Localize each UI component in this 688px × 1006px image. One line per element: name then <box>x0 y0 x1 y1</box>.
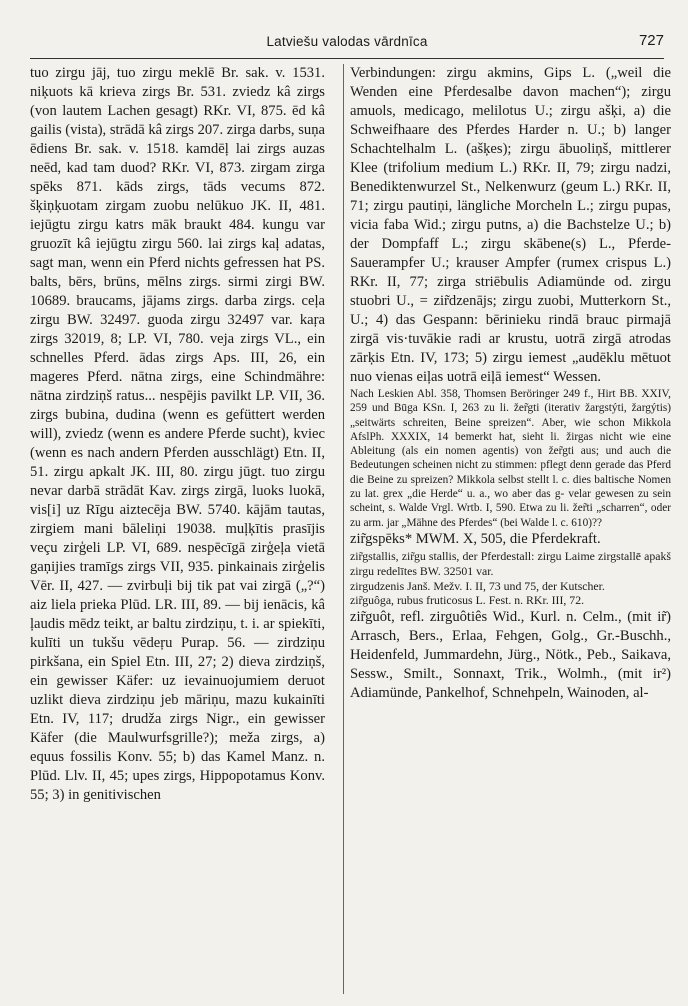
entry-zirgudzenis: zirgudzenis Janš. Mežv. I. II, 73 und 75, der Kutscher. <box>350 578 605 593</box>
entry-zirgs-continued: Verbindungen: zirgu akmins, Gips L. („weil die Wenden eine Pferdesalbe davon machen“); zirgu amuols, medicago, melilotus U.; zirgu ašķi, a) die Schweifhaare des Pferdes Harder n. U.; b) langer Schachtelhalm L. (ašķes); zirgu ābuoliņš, mittlerer Klee (trifolium medium L.) RKr. II, 79; zirgu nadzi, Benediktenwurzel St., Nelkenwurz (geum L.) RKr. II, 71; zirgu pautiņi, längliche Morcheln L.; zirgu pupas, vicia faba Wid.; zirgu putns, a) die Bachstelze U.; b) der Dompfaff L.; zirgu skābene(s) L., Pferde-Sauerampfer U.; krauser Ampfer (rumex crispus L.) RKr. II, 77; zirga striēbulis Adiamünde od. zirgu stuobri U., = zir̃dzenājs; zirgu zuobi, Mutterkorn St., U.; 4) das Gespann: bērinieku rindā brauc pirmajā zirgā vis·tuvākie radi ar krustu, uotrā zirgā atrodas zārķis Etn. IV, 173; 5) zirgu iemest „audēklu mētuot nuo vienas eiļas uotrā eiļā iemest“ Wessen. <box>350 65 671 385</box>
right-column <box>343 64 671 994</box>
etymology-note: Nach Leskien Abl. 358, Thomsen Beröringer 249 f., Hirt BB. XXIV, 259 und Būga KSn. I, 263 zu li. žer̃gti (iterativ žargstýti, žargýtis) „seitwärts schreiten, Beine spreizen“. Aber, wie schon Mikkola AfslPh. XXXIX, 14 bemerkt hat, sieht li. žirgas nicht wie eine Ableitung (als ein nomen agentis) von žer̃gti aus; und auch die Bedeutungen scheinen nicht zu stimmen: pflegt denn gerade das Pferd die Beine zu spreizen? Mikkola selbst stellt l. c. dies baltische Nomen zu lat. grex „die Herde“ u. a., wo aber das g- velar gewesen zu sein scheint, s. Walde Vrgl. Wrtb. I, 590. Etwa zu li. žer̃ti „scharren“, oder zu arm. jar „Mähne des Pferdes“ (bei Walde l. c. 610)?? <box>350 388 671 529</box>
left-column-text: tuo zirgu jāj, tuo zirgu meklē Br. sak. v. 1531. niķuots kā krieva zirgs Br. 531. zviedz kâ zirgs (von lautem Lachen gesagt) RKr. VI, 875. ēd kâ gailis (vista), strādā kâ zirgs 207. zirga darbs, suņa ēdiens Br. sak. v. 1518. kamdēļ lai zirgs auzas neēd, kad tam duod? RKr. VI, 873. zirgam zirga spēks 871. kāds zirgs, tāds vecums 872. šķiņķuotam zirgam zuobu nelūkuo JK. II, 481. iejūgtu zirgu katrs māk braukt 484. kungu var gruozīt kâ iejūgtu zirgu 560. lai zirgs kaļ adatas, sagt man, wenn ein Pferd nichts gefressen hat PS. balts, bērs, brūns, mēlns zirgs. sirmi zirgi BW. 10689. braucams, jājams zirgs. darba zirgs. ceļa zirgu BW. 32497. guoda zirgu 32497 var. kaŗa zirgs 32019, 8; LP. VI, 780. veja zirgs VL., ein schnelles Pferd. ādas zirgs Aps. III, 26, ein mageres Pferd. nātna zirgs, eine Schindmähre: nātna zirdziņš ratus... nespējis pavilkt LP. VII, 36. zirgs bubina, dudina (wenn es gefüttert werden will), zviedz (wenn es andere Pferde sucht), kviec (wenn es nach andern Pferden ausschlägt) Etn. II, 51. zirgu apkalt JK. III, 80. zirgu jūgt. tuo zirgu nevar darbā strādāt Kav. zirgs zirgā, luoks luokā, vis[i] uz Rīgu aiztecēja BW. 5740. kājām tautas, zirgiem mani bāleliņi 19038. muļķītis prasījis veçu zirģeli LP. VI, 689. nespēcīgā zirģeļa vietā gaņijies tramīgs zirgs VII, 935. pinkainais zirģelis Vēr. II, 427. — zvirbuļi bij tik pat vai zirgā („?“) aiz liela prieka Plūd. LR. III, 89. — bij ienācis, kâ ļaudis mēdz teikt, ar baltu zirdziņu, t. i. ar spiekīti, kulīti un tukšu vēdeŗu Purap. 56. — zirdziņu pirkšana, ein Spiel Etn. III, 27; 2) dieva zirdziņš, ein gewisser Käfer: uz ievainuojumiem deruot uzlikt dieva zirdziņu jeb māriņu, mazu kukainīti Etn. IV, 117; drudža zirgs Nigr., ein gewisser Käfer (die Maulwurfsgrille?); meža zirgs, a) equus fossilis Konv. 55; b) das Kamel Manz. n. Plūd. Llv. II, 45; upes zirgs, Hippopotamus Konv. 55; 3) in genitivischen <box>30 65 325 803</box>
entry-zirguoga: zir̃guôga, rubus fruticosus L. Fest. n. RKr. III, 72. <box>350 593 585 608</box>
page-number: 727 <box>638 32 664 49</box>
entry-zirguot: zir̃guôt, refl. zirguôtiês Wid., Kurl. n. Celm., (mit ir̃) Arrasch, Bers., Erlaa, Fehgen, Golg., Gr.-Buschh., Heidenfeld, Jummardehn, Jürg., Nötk., Peb., Saikava, Sessw., Smilt., Sonnaxt, Trik., Wolmh., (mit ir²) Adiamünde, Pankelhof, Schnehpeln, Wainoden, al- <box>350 609 671 702</box>
entry-zirgstallis: zir̃gstallis, zir̃gu stallis, der Pferdestall: zirgu Laime zirgstallē apakš zirgu redelītes BW. 32501 var. <box>350 548 671 578</box>
running-header <box>30 34 664 59</box>
entry-zirgspeks: zir̃gspēks* MWM. X, 505, die Pferdekraft. <box>350 530 601 547</box>
left-column <box>30 64 325 994</box>
page-title: Latviešu valodas vārdnīca <box>266 34 428 49</box>
